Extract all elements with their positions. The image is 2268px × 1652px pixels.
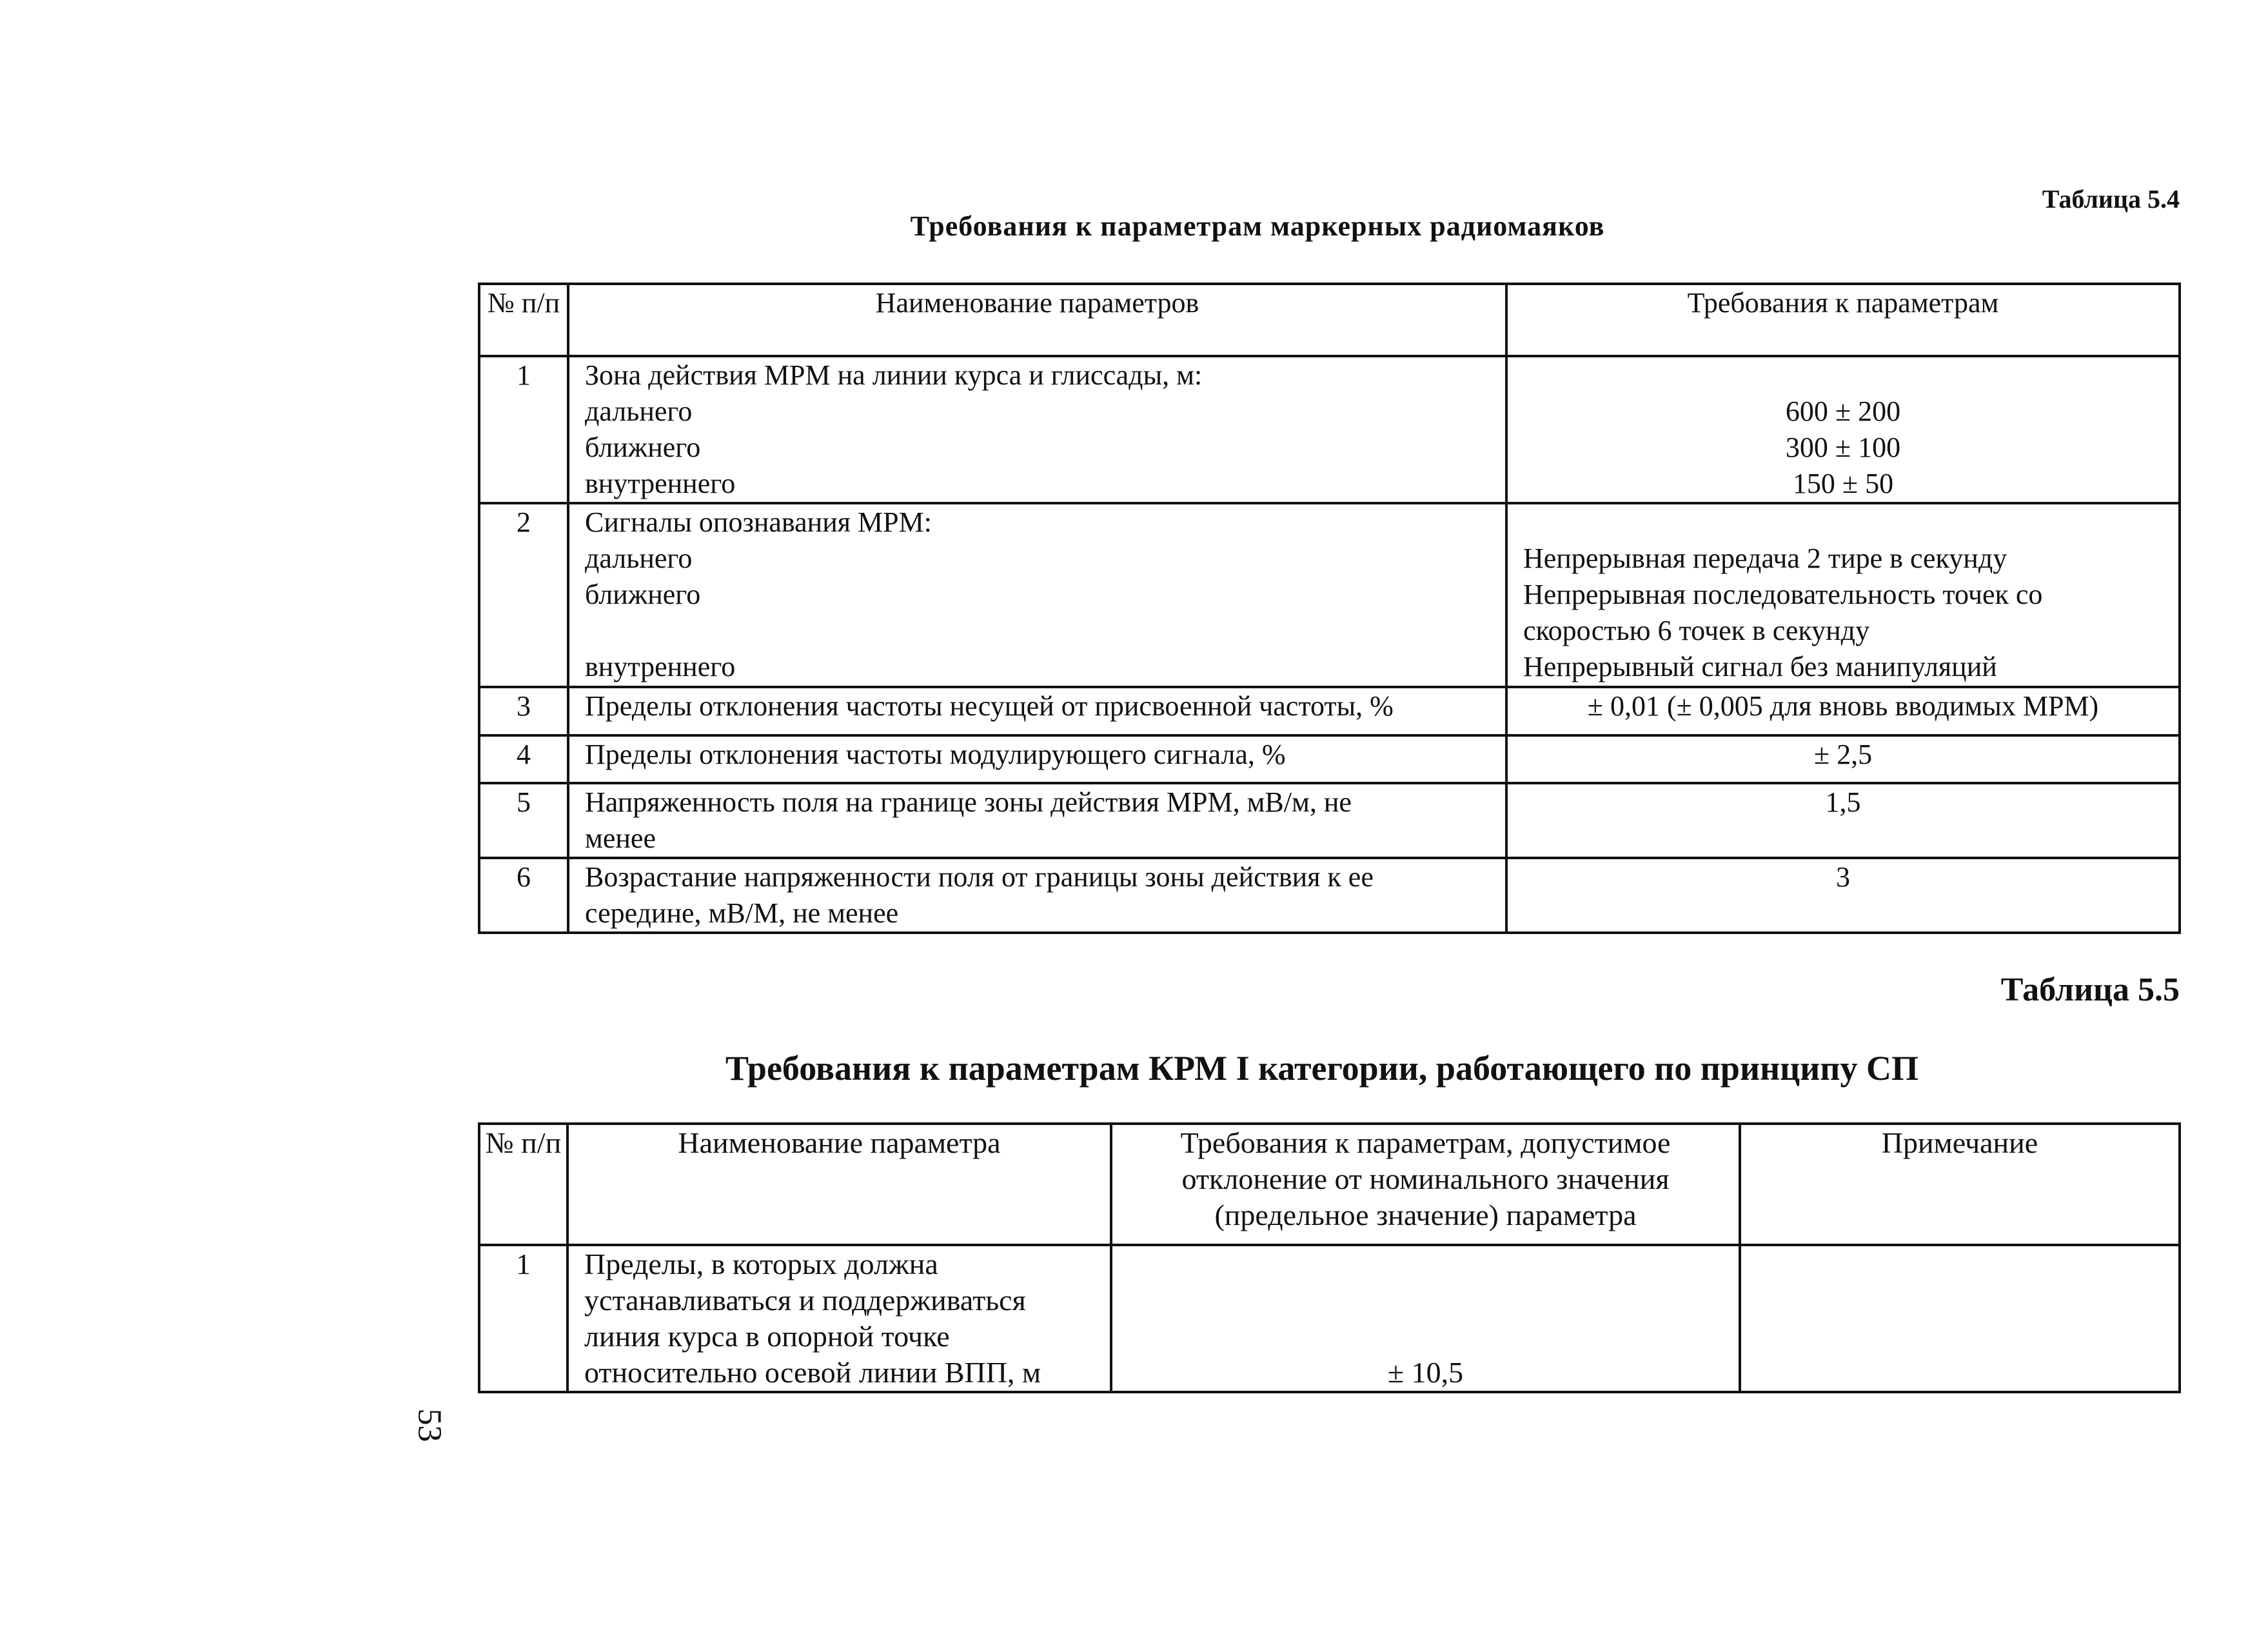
row-name xyxy=(568,783,1506,858)
table-row xyxy=(479,858,2180,933)
header-req-line: (предельное значение) параметра xyxy=(1214,1199,1637,1231)
row-name-line: Напряженность поля на границе зоны действия МРМ, мВ/м, не xyxy=(585,786,1352,818)
row-num: 4 xyxy=(479,735,568,783)
header-name-text: Наименование параметра xyxy=(678,1126,1001,1159)
row-req xyxy=(1506,356,2180,503)
header-note xyxy=(1740,1124,2180,1245)
row-name-line: относительно осевой линии ВПП, м xyxy=(584,1356,1041,1389)
row-name-line: линия курса в опорной точке xyxy=(584,1320,950,1353)
table-5-5 xyxy=(478,1122,2181,1393)
row-name-line xyxy=(585,613,1499,649)
table-5-4-label: Таблица 5.4 xyxy=(2042,184,2180,214)
header-note-text: Примечание xyxy=(1881,1126,2038,1159)
row-name-line: ближнего xyxy=(585,579,701,610)
header-req-line: Требования к параметрам, допустимое xyxy=(1180,1126,1671,1159)
row-name xyxy=(567,1245,1111,1392)
row-name-line: внутреннего xyxy=(585,468,736,499)
row-req-line: Непрерывный сигнал без манипуляций xyxy=(1523,651,1997,682)
row-req-line xyxy=(1523,504,2172,541)
table-row xyxy=(479,356,2180,503)
table-5-5-title: Требования к параметрам КРМ I категории, работающего по принципу СП xyxy=(725,1049,1919,1088)
row-name xyxy=(568,356,1506,503)
table-5-5-label: Таблица 5.5 xyxy=(2000,971,2180,1008)
table-5-4 xyxy=(478,283,2181,934)
row-req xyxy=(1111,1245,1740,1392)
header-req-line: отклонение от номинального значения xyxy=(1181,1162,1670,1195)
row-req xyxy=(1506,687,2180,735)
row-req xyxy=(1506,783,2180,858)
table-row xyxy=(479,1245,2180,1392)
row-name-line: Сигналы опознавания МРМ: xyxy=(585,506,932,538)
row-name-line: середине, мВ/М, не менее xyxy=(585,897,899,929)
row-req-line xyxy=(1508,357,2178,393)
row-num: 5 xyxy=(479,783,568,858)
row-name-line: Пределы, в которых должна xyxy=(584,1248,938,1280)
header-num-text: № п/п xyxy=(485,1126,562,1159)
header-name xyxy=(568,284,1506,356)
table-row xyxy=(479,735,2180,783)
row-req-line: 300 ± 100 xyxy=(1785,432,1901,463)
row-req-line xyxy=(1112,1246,1739,1282)
header-num xyxy=(479,284,568,356)
row-req-line: 600 ± 200 xyxy=(1785,395,1901,427)
row-req-line: скоростью 6 точек в секунду xyxy=(1523,615,1870,646)
row-req-line: ± 0,01 (± 0,005 для вновь вводимых МРМ) xyxy=(1587,690,2099,722)
row-name-line: Пределы отклонения частоты модулирующего сигнала, % xyxy=(585,739,1286,770)
row-name xyxy=(568,735,1506,783)
header-name-text: Наименование параметров xyxy=(875,287,1199,319)
row-name-line: устанавливаться и поддерживаться xyxy=(584,1284,1026,1317)
table-5-4-title: Требования к параметрам маркерных радиомаяков xyxy=(910,210,1605,242)
header-req xyxy=(1506,284,2180,356)
row-req-line xyxy=(1112,1319,1739,1355)
row-req-line: 3 xyxy=(1836,861,1850,893)
header-req-text: Требования к параметрам xyxy=(1687,287,1999,319)
header-num xyxy=(479,1124,567,1245)
row-num: 2 xyxy=(479,503,568,687)
header-name xyxy=(567,1124,1111,1245)
header-num-text: № п/п xyxy=(487,287,560,319)
row-req-line: 150 ± 50 xyxy=(1792,468,1894,499)
row-name-line: внутреннего xyxy=(585,651,736,682)
row-num: 1 xyxy=(479,356,568,503)
row-req xyxy=(1506,503,2180,687)
row-num: 3 xyxy=(479,687,568,735)
row-name-line: Возрастание напряженности поля от границы зоны действия к ее xyxy=(585,861,1374,893)
row-name-line: дальнего xyxy=(585,542,693,574)
row-name xyxy=(568,858,1506,933)
row-name xyxy=(568,687,1506,735)
header-req xyxy=(1111,1124,1740,1245)
row-req-line: ± 2,5 xyxy=(1813,739,1873,770)
row-req-line: ± 10,5 xyxy=(1387,1356,1464,1389)
row-req xyxy=(1506,735,2180,783)
table-header-row xyxy=(479,284,2180,356)
page-number: 53 xyxy=(411,1408,448,1442)
row-name-line: дальнего xyxy=(585,395,693,427)
row-name-line: Пределы отклонения частоты несущей от присвоенной частоты, % xyxy=(585,690,1394,722)
row-num: 6 xyxy=(479,858,568,933)
row-req-line xyxy=(1112,1282,1739,1319)
row-name-line: менее xyxy=(585,822,656,854)
row-req-line: 1,5 xyxy=(1825,786,1861,818)
row-note xyxy=(1740,1245,2180,1392)
row-name xyxy=(568,503,1506,687)
row-name-line: Зона действия МРМ на линии курса и глиссады, м: xyxy=(585,359,1203,391)
row-num: 1 xyxy=(479,1245,567,1392)
table-row xyxy=(479,503,2180,687)
row-req-line: Непрерывная передача 2 тире в секунду xyxy=(1523,542,2007,574)
table-row xyxy=(479,687,2180,735)
row-name-line: ближнего xyxy=(585,432,701,463)
row-req xyxy=(1506,858,2180,933)
row-req-line: Непрерывная последовательность точек со xyxy=(1523,579,2043,610)
table-header-row xyxy=(479,1124,2180,1245)
table-row xyxy=(479,783,2180,858)
